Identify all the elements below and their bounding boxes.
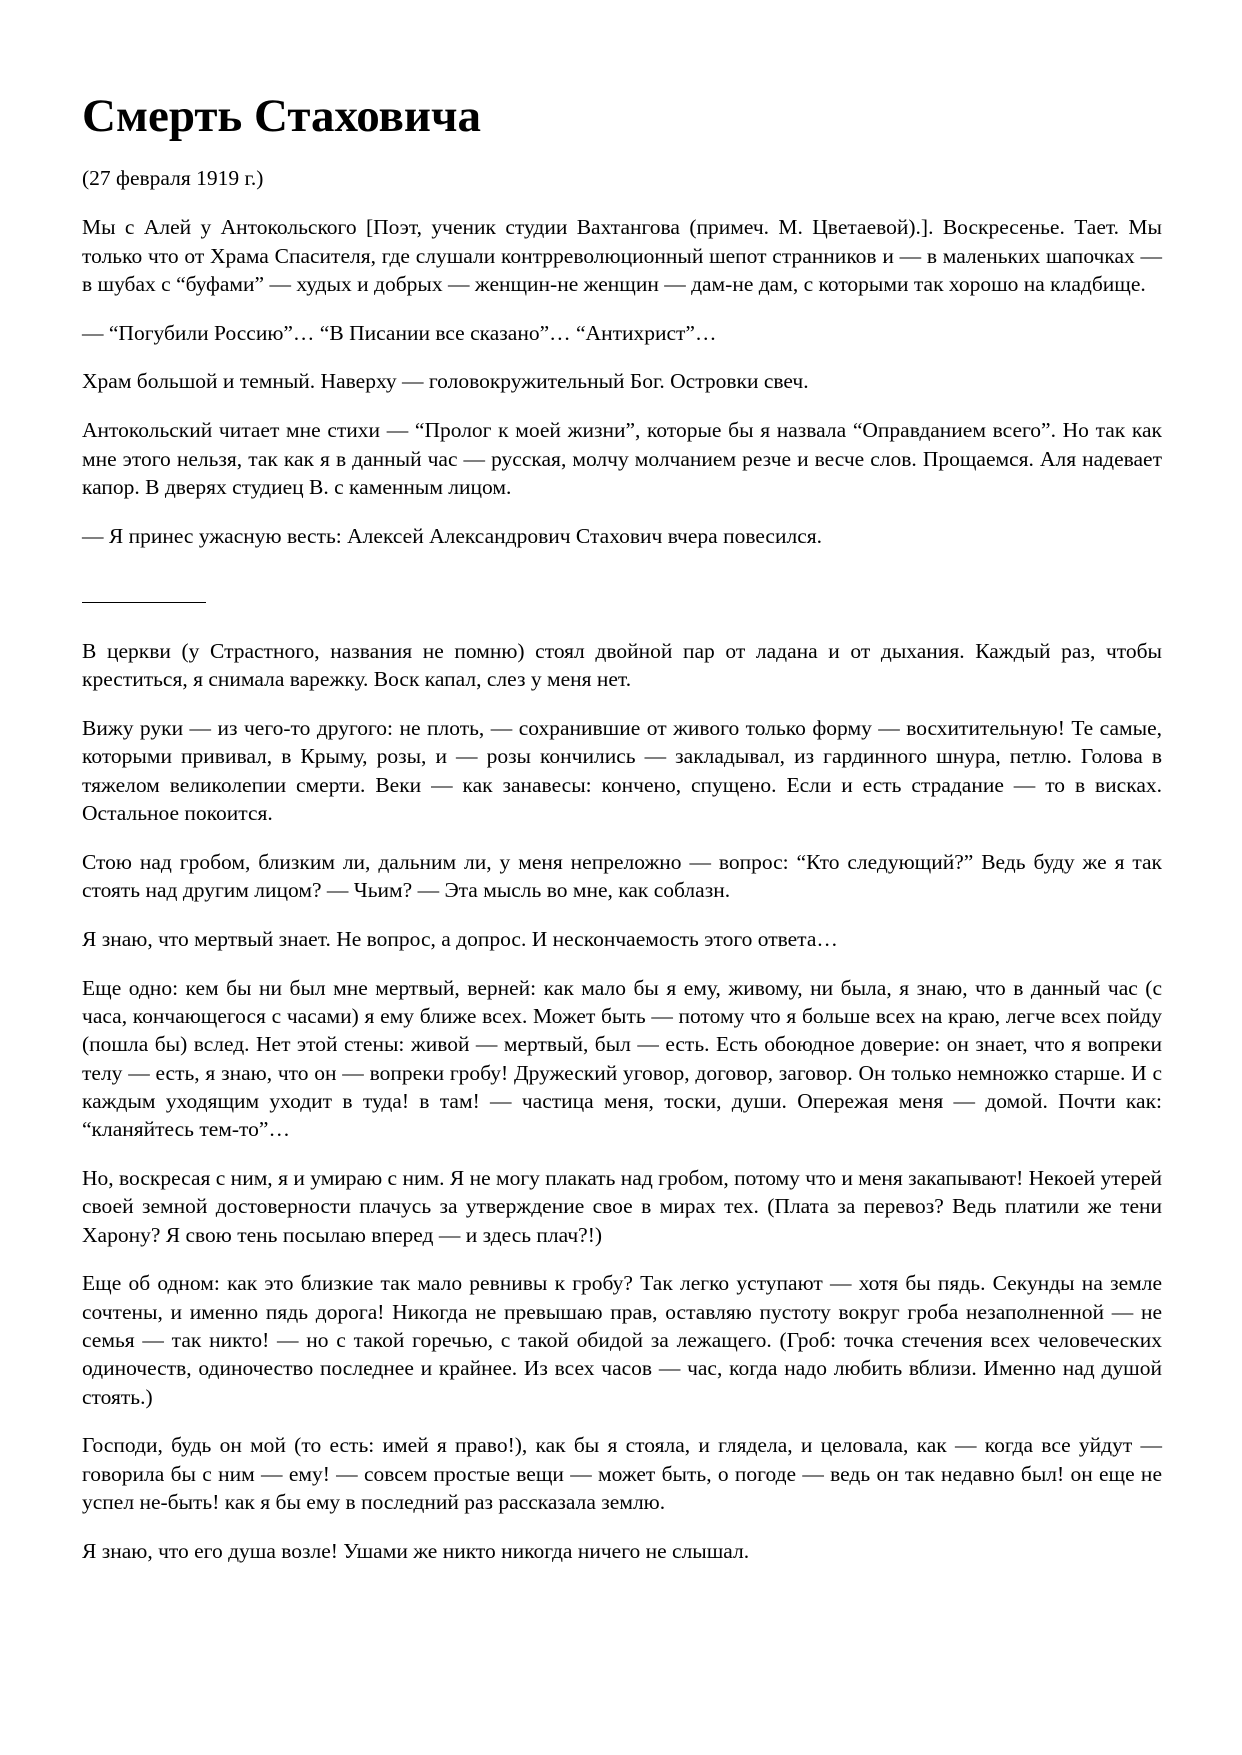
paragraph: Я знаю, что его душа возле! Ушами же никто никогда ничего не слышал. [82,1538,750,1563]
paragraph: Еще об одном: как это близкие так мало ревнивы к гробу? Так легко уступают — хотя бы пядь. Секунды на земле сочтены, и именно пядь дорога! Никогда не превышаю прав, оставляю пустоту вокруг гроба незаполненной — не семья — так никто! — но с такой горечью, с такой обидой за лежащего. (Гроб: точка стечения всех человеческих одиночеств, одиночество последнее и крайнее. Из всех часов — час, когда надо любить вблизи. Именно над душой стоять.) [82,1271,1162,1409]
paragraph: Вижу руки — из чего-то другого: не плоть, — сохранившие от живого только форму — восхитительную! Те самые, которыми прививал, в Крыму, розы, и — розы кончились — закладывал, из гардинного шнура, петлю. Голова в тяжелом великолепии смерти. Веки — как занавесы: кончено, спущено. Если и есть страдание — то в висках. Остальное покоится. [82,716,1162,825]
section-separator [82,602,206,603]
paragraph: В церкви (у Страстного, названия не помню) стоял двойной пар от ладана и от дыхания. Каждый раз, чтобы креститься, я снимала варежку. Воск капал, слез у меня нет. [82,638,1162,692]
paragraph: — “Погубили Россию”… “В Писании все сказано”… “Антихрист”… [82,320,717,345]
paragraph: — Я принес ужасную весть: Алексей Александрович Стахович вчера повесился. [82,523,823,548]
paragraph: Еще одно: кем бы ни был мне мертвый, верней: как мало бы я ему, живому, ни была, я знаю, что в данный час (с часа, кончающегося с часами) я ему ближе всех. Может быть — потому что я больше всех на краю, легче всех пойду (пошла бы) вслед. Нет этой стены: живой — мертвый, был — есть. Есть обоюдное доверие: он знает, что я вопреки телу — есть, я знаю, что он — вопреки гробу! Дружеский уговор, договор, заговор. Он только немножко старше. И с каждым уходящим уходит в туда! в там! — частица меня, тоски, души. Опережая меня — домой. Почти как: “кланяйтесь тем-то”… [82,975,1162,1142]
paragraph: Храм большой и темный. Наверху — головокружительный Бог. Островки свеч. [82,369,809,394]
paragraph: Антокольский читает мне стихи — “Пролог к моей жизни”, которые бы я назвала “Оправданием всего”. Но так как мне этого нельзя, так как я в данный час — русская, молчу молчанием резче и весче слов. Прощаемся. Аля надевает капор. В дверях студиец В. с каменным лицом. [82,418,1162,499]
document-title: Смерть Стаховича [82,90,482,142]
paragraph: Стою над гробом, близким ли, дальним ли, у меня непреложно — вопрос: “Кто следующий?” Ведь буду же я так стоять над другим лицом? — Чьим? — Эта мысль во мне, как соблазн. [82,849,1162,903]
document-page [82,88,1162,1585]
paragraph: Я знаю, что мертвый знает. Не вопрос, а допрос. И нескончаемость этого ответа… [82,926,838,951]
paragraph: Мы с Алей у Антокольского [Поэт, ученик студии Вахтангова (примеч. М. Цветаевой).]. Воскресенье. Тает. Мы только что от Храма Спасителя, где слушали контрреволюционный шепот странников и — в маленьких шапочках — в шубах с “буфами” — худых и добрых — женщин-не женщин — дам-не дам, с которыми так хорошо на кладбище. [82,215,1162,296]
paragraph: Господи, будь он мой (то есть: имей я право!), как бы я стояла, и глядела, и целовала, как — когда все уйдут — говорила бы с ним — ему! — совсем простые вещи — может быть, о погоде — ведь он так недавно был! он еще не успел не-быть! как я бы ему в последний раз рассказала землю. [82,1433,1162,1514]
paragraph: Но, воскресая с ним, я и умираю с ним. Я не могу плакать над гробом, потому что и меня закапывают! Некоей утерей своей земной достоверности плачусь за утверждение свое в мирах тех. (Плата за перевоз? Ведь платили же тени Харону? Я свою тень посылаю вперед — и здесь плач?!) [82,1165,1162,1247]
document-date: (27 февраля 1919 г.) [82,166,264,190]
